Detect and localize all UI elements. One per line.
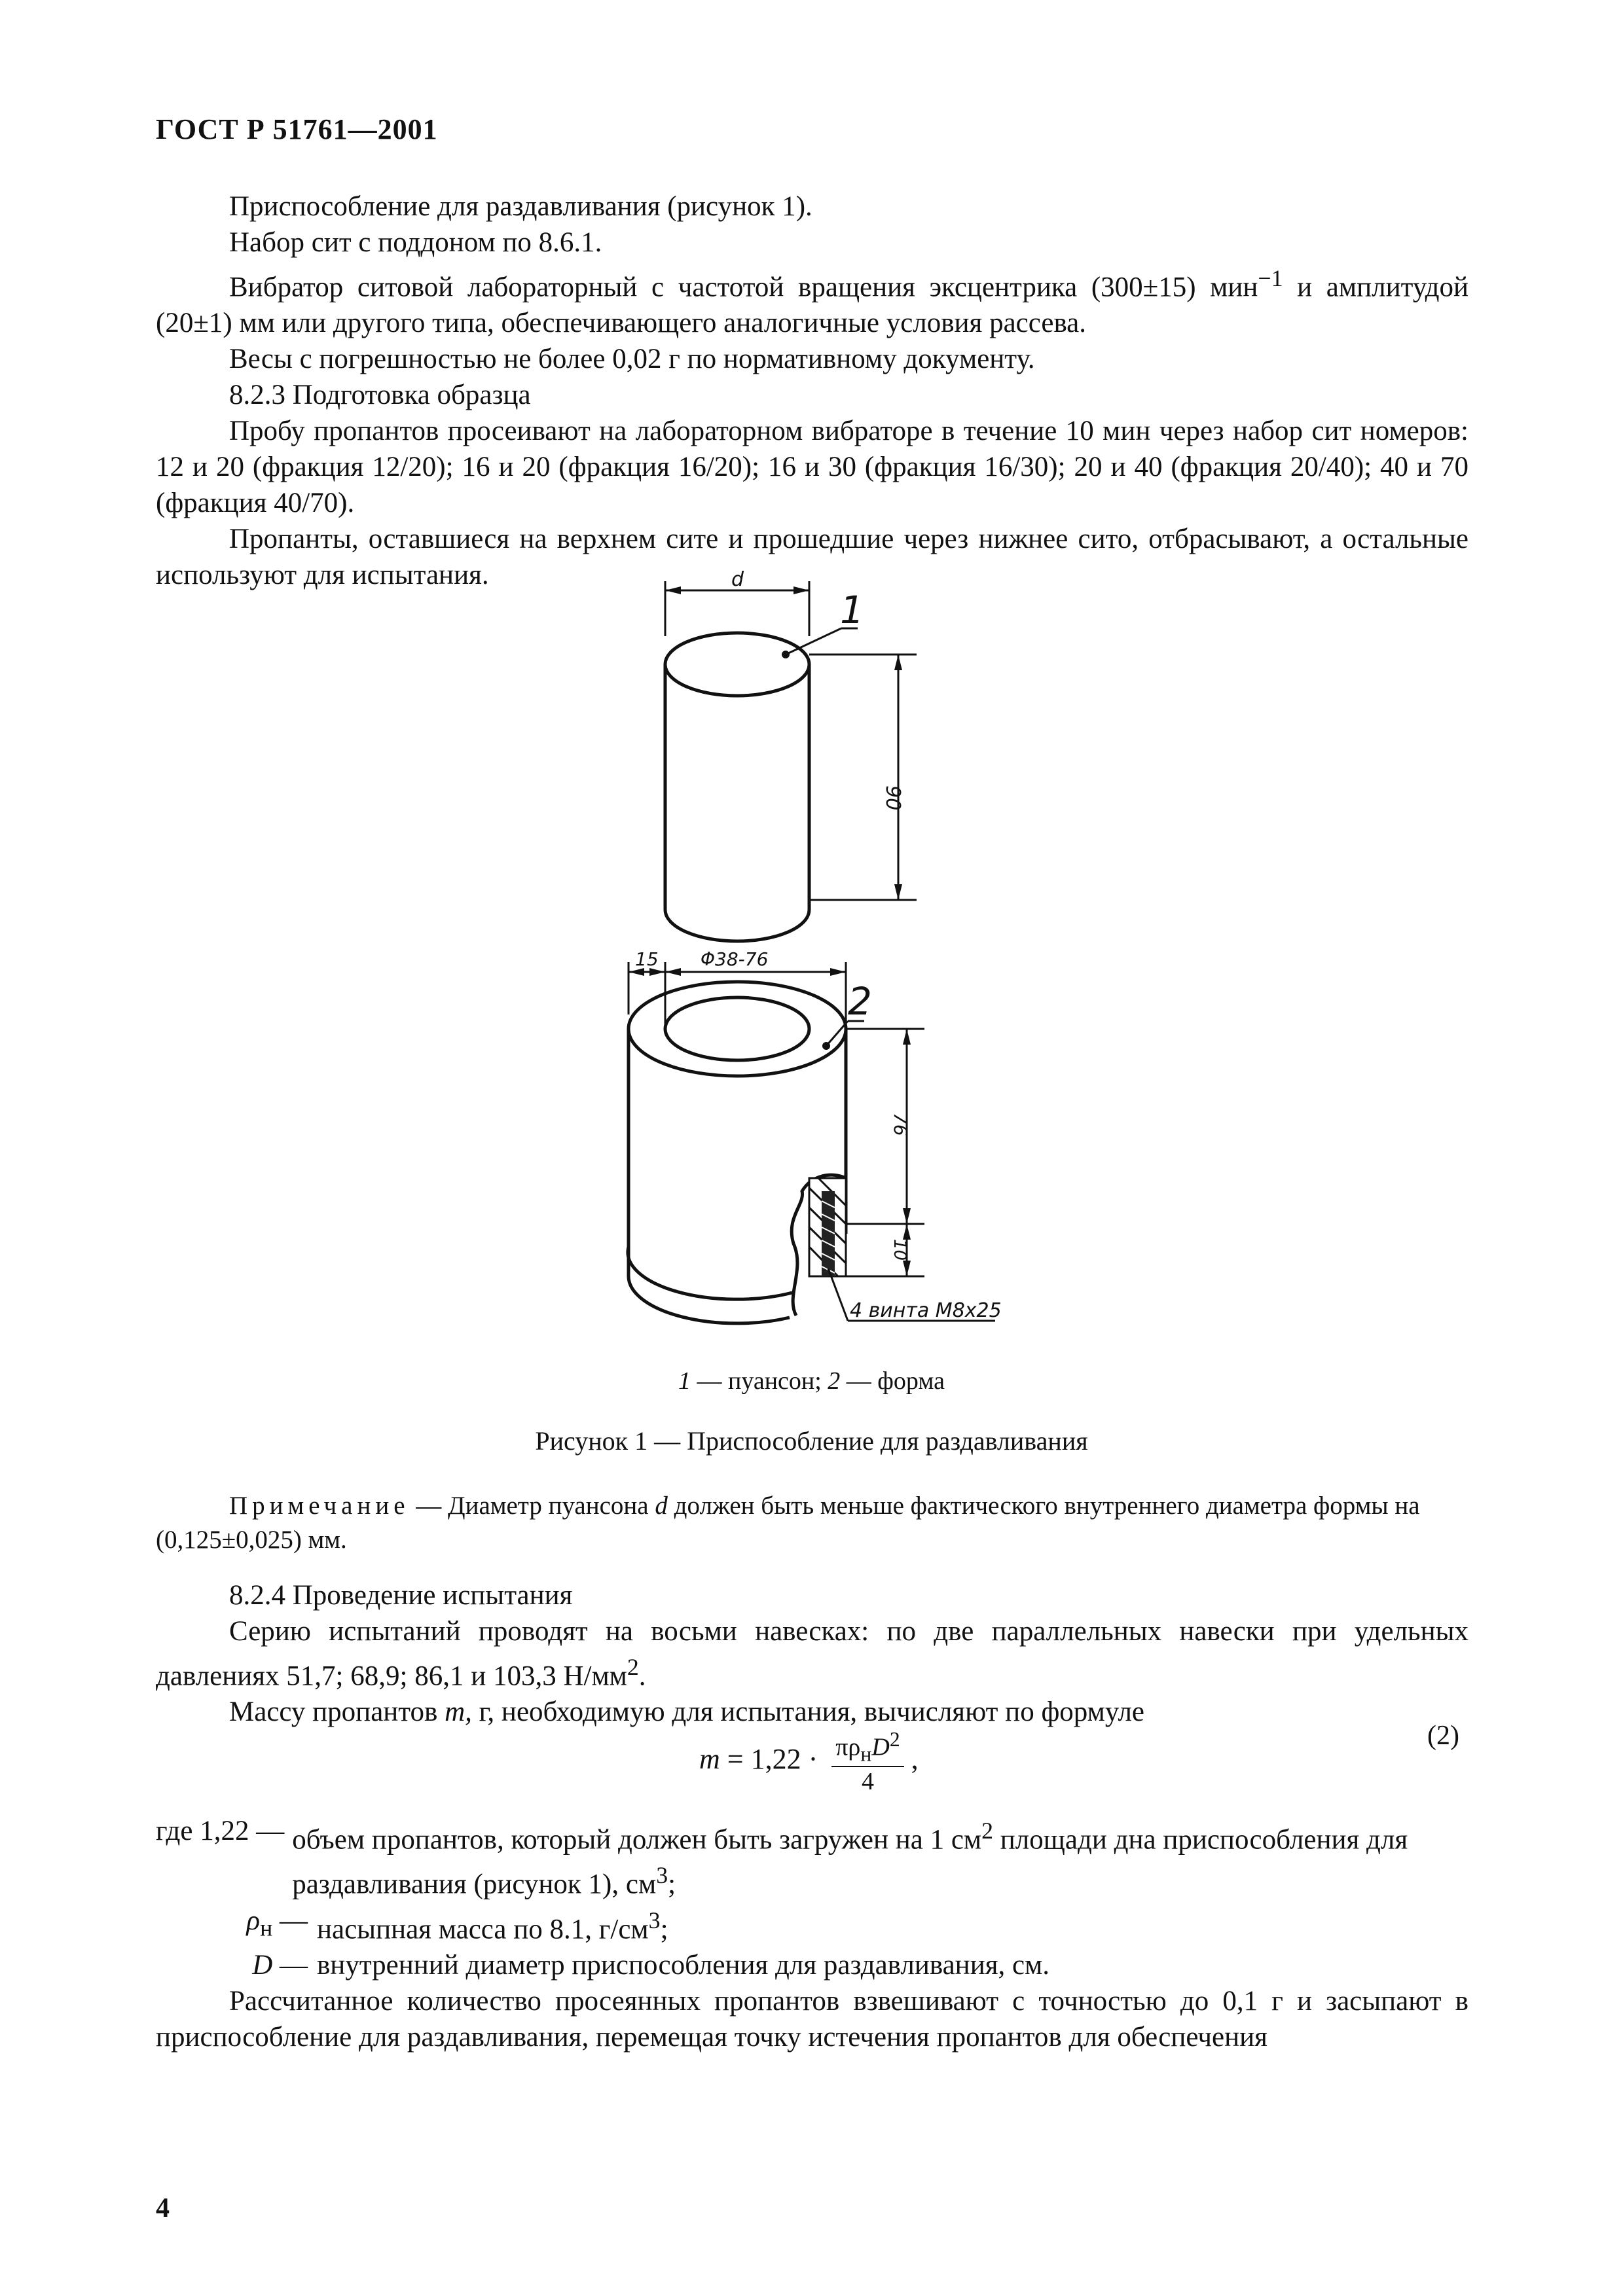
- formula-lhs: m: [699, 1743, 720, 1776]
- note-text: — Диаметр пуансона: [409, 1492, 655, 1520]
- where-term: [156, 1947, 317, 1983]
- superscript: 2: [627, 1654, 639, 1680]
- dim-diameter-label: Φ38-76: [701, 948, 769, 970]
- form-base-line: [628, 1247, 792, 1299]
- figure-1: [0, 563, 1623, 1433]
- paragraph: Набор сит с поддоном по 8.6.1.: [229, 227, 602, 258]
- where-desc: внутренний диаметр приспособления для раздавливания, см.: [317, 1949, 1050, 1981]
- fraction-numerator: [831, 1728, 903, 1767]
- num-part: πρ: [835, 1733, 861, 1761]
- where-term: [156, 1903, 317, 1947]
- legend-number: 2: [828, 1367, 841, 1395]
- punch-bottom-arc: [665, 910, 809, 941]
- paragraph: Рассчитанное количество просеянных пропантов взвешивают с точностью до 0,1 г и засыпают в приспособление для раздавливания, перемещая точку истечения пропантов для обеспечения: [156, 1985, 1468, 2053]
- form-inner-top: [665, 997, 809, 1060]
- arrow: [894, 655, 902, 670]
- paragraph: [156, 1694, 1468, 1730]
- note-text: должен быть меньше фактического внутреннего диаметра формы на (0,125±0,025) мм.: [156, 1492, 1420, 1554]
- dim-10-label: 10: [890, 1239, 909, 1261]
- text-span: Массу пропантов: [229, 1696, 445, 1728]
- arrow: [665, 586, 681, 594]
- paragraph: Весы с погрешностью не более 0,02 г по нормативному документу.: [229, 344, 1035, 375]
- formula-tail: ,: [903, 1743, 919, 1776]
- dim-15-label: 15: [635, 948, 659, 970]
- legend-text: — пуансон;: [691, 1367, 828, 1395]
- fraction-denominator: 4: [861, 1768, 874, 1796]
- num-part: D: [871, 1733, 890, 1761]
- screws-label: 4 винта М8х25: [850, 1299, 1002, 1322]
- num-sup: 2: [889, 1728, 900, 1751]
- desc-text: площади дна приспособления для раздавливания (рисунок 1), см: [292, 1824, 1408, 1900]
- drawing: [0, 563, 1623, 1368]
- paragraph: Приспособление для раздавливания (рисунок 1).: [229, 191, 812, 222]
- note: [156, 1489, 1468, 1557]
- section-heading: 8.2.3 Подготовка образца: [229, 380, 531, 411]
- arrow: [665, 968, 681, 976]
- paragraph: [156, 1613, 1468, 1694]
- paragraph: [156, 260, 1468, 341]
- term-dash: —: [272, 1949, 308, 1981]
- term-var: D: [252, 1949, 273, 1981]
- where-desc: [292, 1813, 1468, 1903]
- where-term: где 1,22 —: [156, 1816, 285, 1846]
- cutaway-section: [809, 1178, 846, 1276]
- term-dash: —: [272, 1905, 308, 1936]
- desc-text: ;: [668, 1869, 676, 1900]
- where-desc: [317, 1903, 1468, 1947]
- leader-dot: [822, 1042, 830, 1050]
- desc-text: ;: [660, 1913, 668, 1945]
- arrow: [903, 1224, 911, 1240]
- where-list: [156, 1813, 1468, 2055]
- section-heading: 8.2.4 Проведение испытания: [229, 1580, 573, 1611]
- legend-number: 1: [678, 1367, 691, 1395]
- formula-eq: = 1,22 ·: [720, 1743, 826, 1776]
- document-header: ГОСТ Р 51761—2001: [156, 113, 438, 145]
- text-span: Серию испытаний проводят на восьми навесках: по две параллельных навески при удельных давлениях 51,7; 68,9; 86,1 и 103,3 Н/мм: [156, 1616, 1468, 1692]
- test-section: [156, 1577, 1468, 1730]
- page-number: 4: [156, 2193, 170, 2223]
- dim-d-label: d: [731, 568, 744, 591]
- top-text-block: [156, 188, 1468, 593]
- num-sub: н: [860, 1742, 872, 1766]
- superscript: −1: [1258, 265, 1283, 291]
- formula-2: [699, 1728, 919, 1796]
- desc-text: объем пропантов, который должен быть загружен на 1 см: [292, 1824, 982, 1856]
- where-row: [156, 1813, 1468, 1903]
- legend-text: — форма: [840, 1367, 945, 1395]
- desc-sup: 3: [656, 1862, 668, 1889]
- text-span: .: [638, 1660, 646, 1692]
- desc-text: насыпная масса по 8.1, г/см: [317, 1913, 649, 1945]
- term-sub: н: [260, 1914, 273, 1941]
- text-span: и амплитудой (20±1) мм или другого типа, обеспечивающего аналогичные условия рассева.: [156, 272, 1468, 339]
- formula-fraction: [831, 1728, 903, 1796]
- dim-76-label: 76: [890, 1113, 911, 1136]
- leader-line: [786, 628, 841, 655]
- var-m: m,: [445, 1696, 472, 1728]
- paragraph: Пропанты, оставшиеся на верхнем сите и прошедшие через нижнее сито, отбрасывают, а остальные используют для испытания.: [156, 524, 1468, 591]
- note-word: Примечание: [229, 1492, 410, 1520]
- text-span: Вибратор ситовой лабораторный с частотой вращения эксцентрика (300±15) мин: [229, 272, 1258, 303]
- equation-number: (2): [1427, 1721, 1459, 1751]
- term-var: ρ: [246, 1905, 261, 1936]
- note-var: d: [655, 1492, 668, 1520]
- arrow: [903, 1029, 911, 1045]
- figure-title: Рисунок 1 — Приспособление для раздавливания: [535, 1426, 1088, 1456]
- arrow: [894, 884, 902, 900]
- where-row: [156, 1903, 1468, 1947]
- desc-sup: 2: [981, 1818, 994, 1844]
- arrow: [793, 586, 809, 594]
- desc-sup: 3: [648, 1907, 661, 1933]
- arrow: [830, 968, 846, 976]
- arrow: [903, 1208, 911, 1224]
- leader-dot: [782, 651, 790, 658]
- figure-label-2: 2: [848, 979, 872, 1024]
- figure-label-1: 1: [840, 588, 864, 632]
- paragraph: Пробу пропантов просеивают на лабораторном вибраторе в течение 10 мин через набор сит номеров: 12 и 20 (фракция 12/20); 16 и 20 (фракция 16/20); 16 и 30 (фракция 16/30); 20 и 40 (фракция 20/40); 40 и 70 (фракция 40/70).: [156, 416, 1468, 519]
- where-row: [156, 1947, 1468, 1983]
- arrow: [903, 1261, 911, 1276]
- dim-90-label: 90: [881, 785, 904, 811]
- figure-legend: [0, 1367, 1623, 1395]
- punch-top-ellipse: [665, 633, 809, 696]
- text-span: г, необходимую для испытания, вычисляют по формуле: [471, 1696, 1145, 1728]
